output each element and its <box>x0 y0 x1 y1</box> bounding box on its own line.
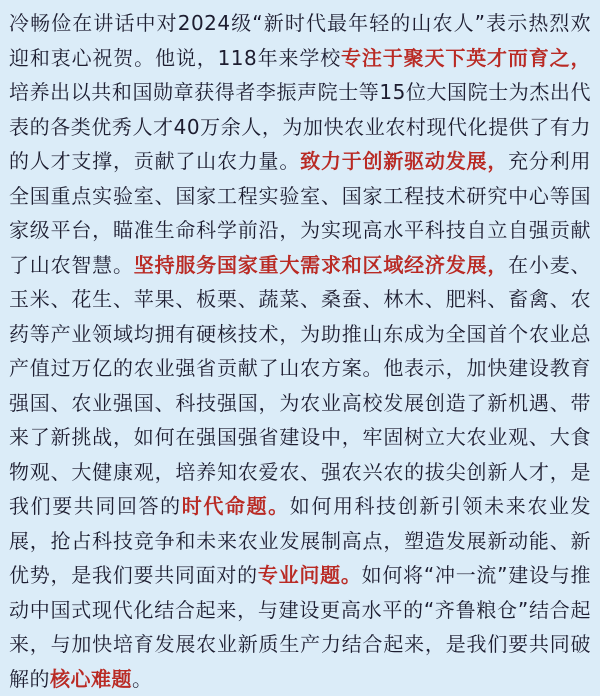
highlighted-phrase: 致力于创新驱动发展， <box>300 149 509 173</box>
text-segment: 培养出以共和国勋章获得者李振声院士等15位大国院士为杰出代表的各类优秀人才40万余人，为加快农业农村现代化提供了有力的人才支撑，贡献了山农力量。 <box>9 80 591 173</box>
highlighted-phrase: 核心难题 <box>50 666 132 691</box>
text-segment: 充分利用全国重点实验室、国家工程实验室、国家工程技术研究中心等国家级平台，瞄准生命科学前沿，为实现高水平科技自立自强贡献了山农智慧。 <box>9 149 592 277</box>
highlighted-phrase: 专注于聚天下英才而育之， <box>341 45 591 70</box>
text-segment: 。 <box>132 666 153 691</box>
highlighted-phrase: 坚持服务国家重大需求和区域经济发展， <box>133 252 509 277</box>
text-segment: 冷畅俭在讲话中对2024级“新时代最年轻的山农人”表示热烈欢迎和衷心祝贺。他说，118年来学校 <box>9 11 591 70</box>
text-segment: 如何用科技创新引领未来农业发展，抢占科技竞争和未来农业发展制高点，塑造发展新动能、新优势，是我们要共同面对的 <box>9 494 592 587</box>
text-segment: 在小麦、玉米、花生、苹果、板栗、蔬菜、桑蚕、林木、肥料、畜禽、农药等产业领域均拥有硬核技术，为助推山东成为全国首个农业总产值过万亿的农业强省贡献了山农方案。他表示，加快建设教育强国、农业强国、科技强国，为农业高校发展创造了新机遇、带来了新挑战，如何在强国强省建设中，牢固树立大农业观、大食物观、大健康观，培养知农爱农、强农兴农的拔尖创新人才，是我们要共同回答的 <box>9 252 592 518</box>
speech-paragraph <box>9 6 591 696</box>
highlighted-phrase: 时代命题。 <box>181 494 290 518</box>
text-segment: 如何将“冲一流”建设与推动中国式现代化结合起来，与建设更高水平的“齐鲁粮仓”结合起来，与加快培育发展农业新质生产力结合起来，是我们要共同破解的 <box>9 563 592 691</box>
highlighted-phrase: 专业问题。 <box>257 563 362 587</box>
